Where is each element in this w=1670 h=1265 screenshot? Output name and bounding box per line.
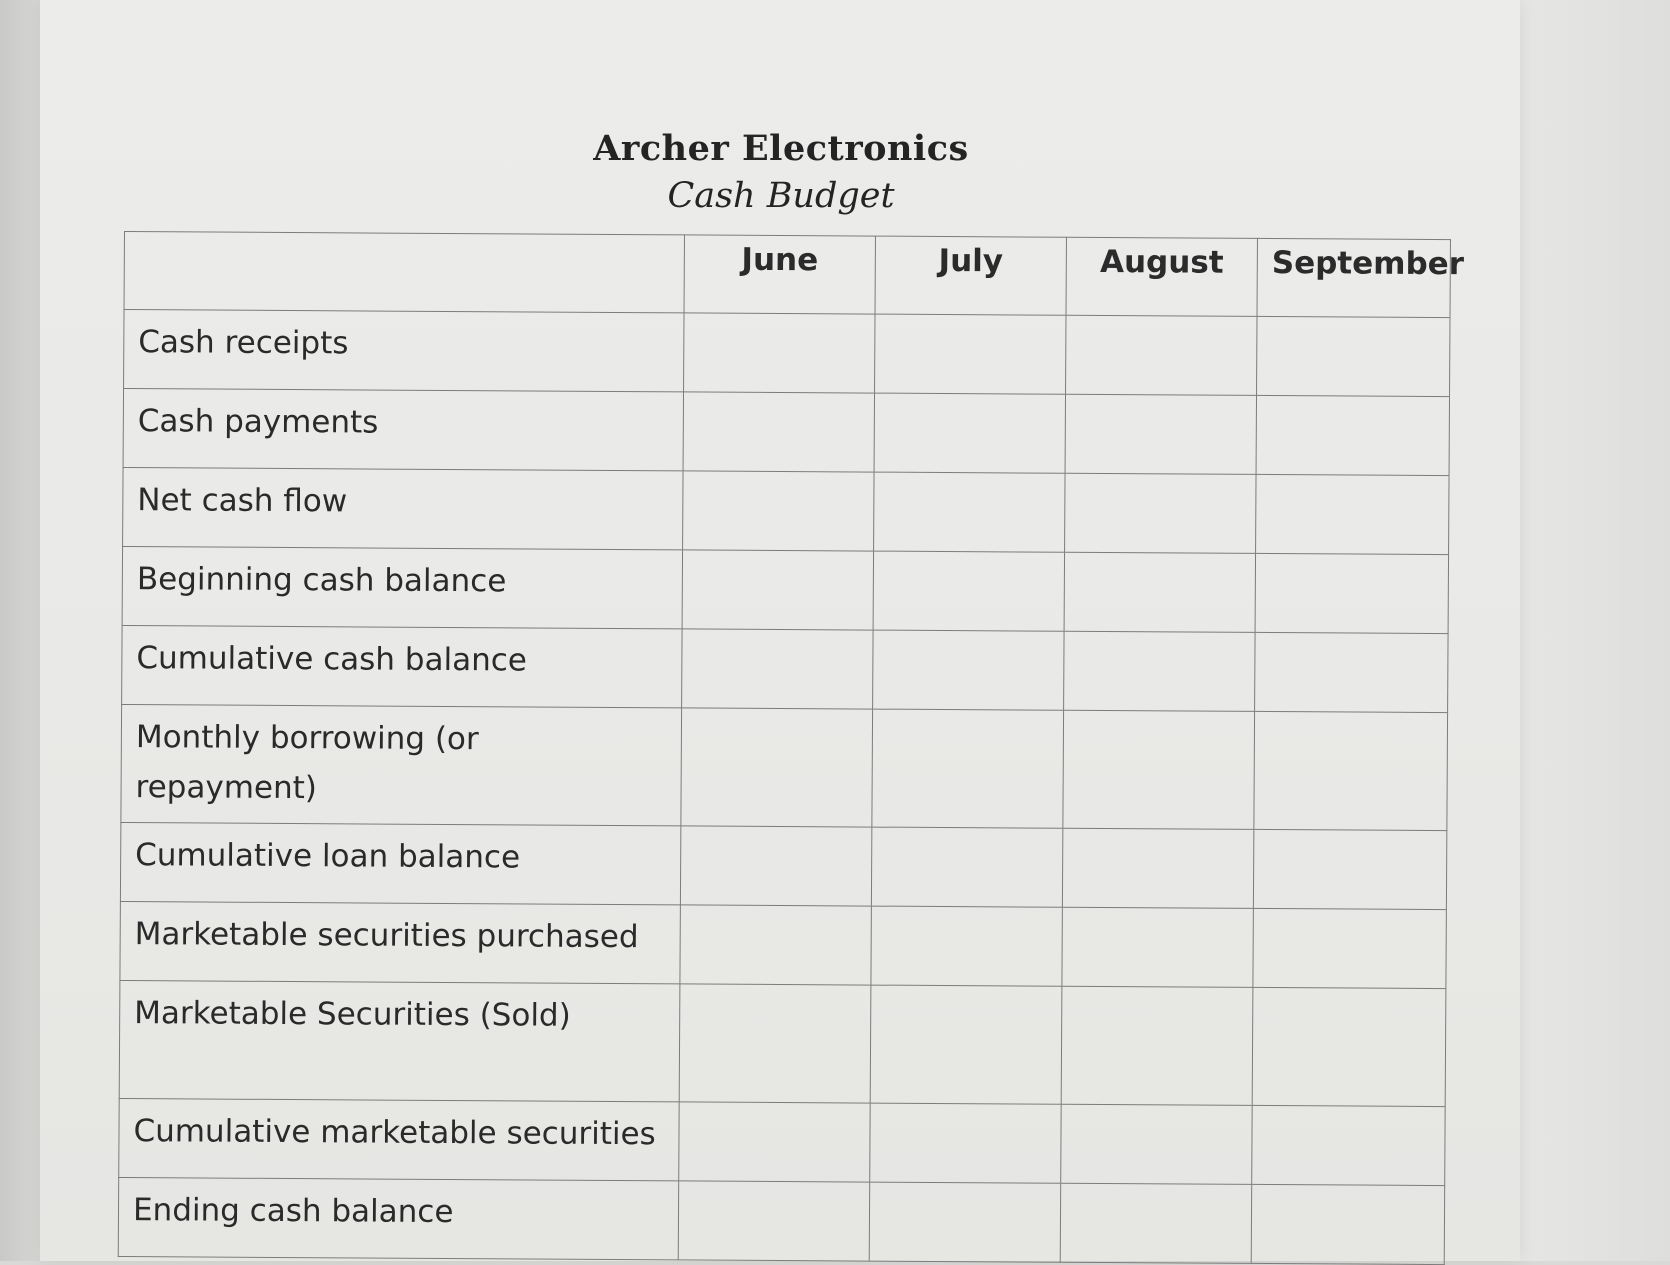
table-cell: [679, 1102, 870, 1182]
table-row: [118, 1177, 1444, 1264]
row-label: Marketable Securities (Sold): [119, 980, 680, 1101]
table-row: [121, 704, 1448, 830]
table-cell: [1065, 394, 1256, 474]
table-row: [119, 1098, 1445, 1185]
table-cell: [870, 1103, 1061, 1183]
table-cell: [873, 551, 1064, 631]
table-cell: [680, 905, 871, 985]
table-cell: [875, 314, 1066, 394]
table-row: [122, 546, 1448, 633]
row-label: Net cash flow: [123, 467, 683, 549]
corner-cell: [124, 232, 684, 313]
table-cell: [1256, 474, 1449, 554]
header-row: [124, 232, 1450, 318]
table-row: [124, 310, 1450, 397]
table-cell: [1253, 829, 1446, 909]
table-cell: [682, 550, 873, 630]
document-heading: [0, 126, 1562, 219]
table-cell: [869, 1182, 1060, 1262]
table-cell: [870, 985, 1062, 1104]
table-cell: [1064, 631, 1255, 711]
table-cell: [872, 709, 1064, 828]
table-cell: [1256, 395, 1449, 475]
cash-budget-table: [118, 231, 1465, 1265]
table-cell: [1257, 316, 1450, 396]
table-cell: [871, 827, 1062, 907]
table-cell: [1061, 1104, 1252, 1184]
table-cell: [1254, 711, 1448, 830]
column-header-august: August: [1066, 237, 1257, 316]
table-cell: [678, 1181, 869, 1261]
table-cell: [1062, 828, 1253, 908]
document-title: Cash Budget: [667, 176, 895, 216]
table-cell: [683, 471, 874, 551]
table-cell: [682, 629, 873, 709]
column-header-september: September: [1257, 238, 1450, 317]
table-cell: [683, 392, 874, 472]
row-label: Cash receipts: [124, 310, 684, 392]
column-header-july: July: [875, 236, 1066, 315]
table-cell: [684, 313, 875, 393]
row-label: Cumulative cash balance: [122, 625, 682, 707]
table-cell: [1064, 552, 1255, 632]
row-label: Beginning cash balance: [122, 546, 682, 628]
table-cell: [871, 906, 1062, 986]
table-row: [119, 980, 1446, 1106]
row-label: Monthly borrowing (or repayment): [121, 704, 682, 825]
table-cell: [1062, 907, 1253, 987]
table-row: [123, 467, 1449, 554]
table-cell: [1252, 1105, 1445, 1185]
table-cell: [681, 708, 873, 827]
table-cell: [1065, 473, 1256, 553]
table-cell: [1252, 987, 1446, 1106]
row-label: Cash payments: [123, 389, 683, 471]
table-cell: [1061, 986, 1253, 1105]
table-row: [122, 625, 1448, 712]
table-cell: [1253, 908, 1446, 988]
table-cell: [1063, 710, 1255, 829]
table-cell: [1255, 632, 1448, 712]
table-cell: [680, 826, 871, 906]
table-cell: [1066, 315, 1257, 395]
table-cell: [1251, 1184, 1444, 1264]
table-cell: [1060, 1183, 1251, 1263]
table-row: [120, 901, 1446, 988]
table-cell: [873, 630, 1064, 710]
row-label: Cumulative loan balance: [120, 822, 680, 904]
table-cell: [1255, 553, 1448, 633]
table-cell: [874, 472, 1065, 552]
table-cell: [679, 984, 871, 1103]
company-name: Archer Electronics: [593, 128, 969, 169]
table-row: [120, 822, 1446, 909]
row-label: Cumulative marketable securities: [119, 1098, 679, 1180]
row-label: Marketable securities purchased: [120, 901, 680, 983]
table-cell: [874, 393, 1065, 473]
row-label: Ending cash balance: [118, 1177, 678, 1259]
column-header-june: June: [684, 235, 875, 314]
table-row: [123, 389, 1449, 476]
